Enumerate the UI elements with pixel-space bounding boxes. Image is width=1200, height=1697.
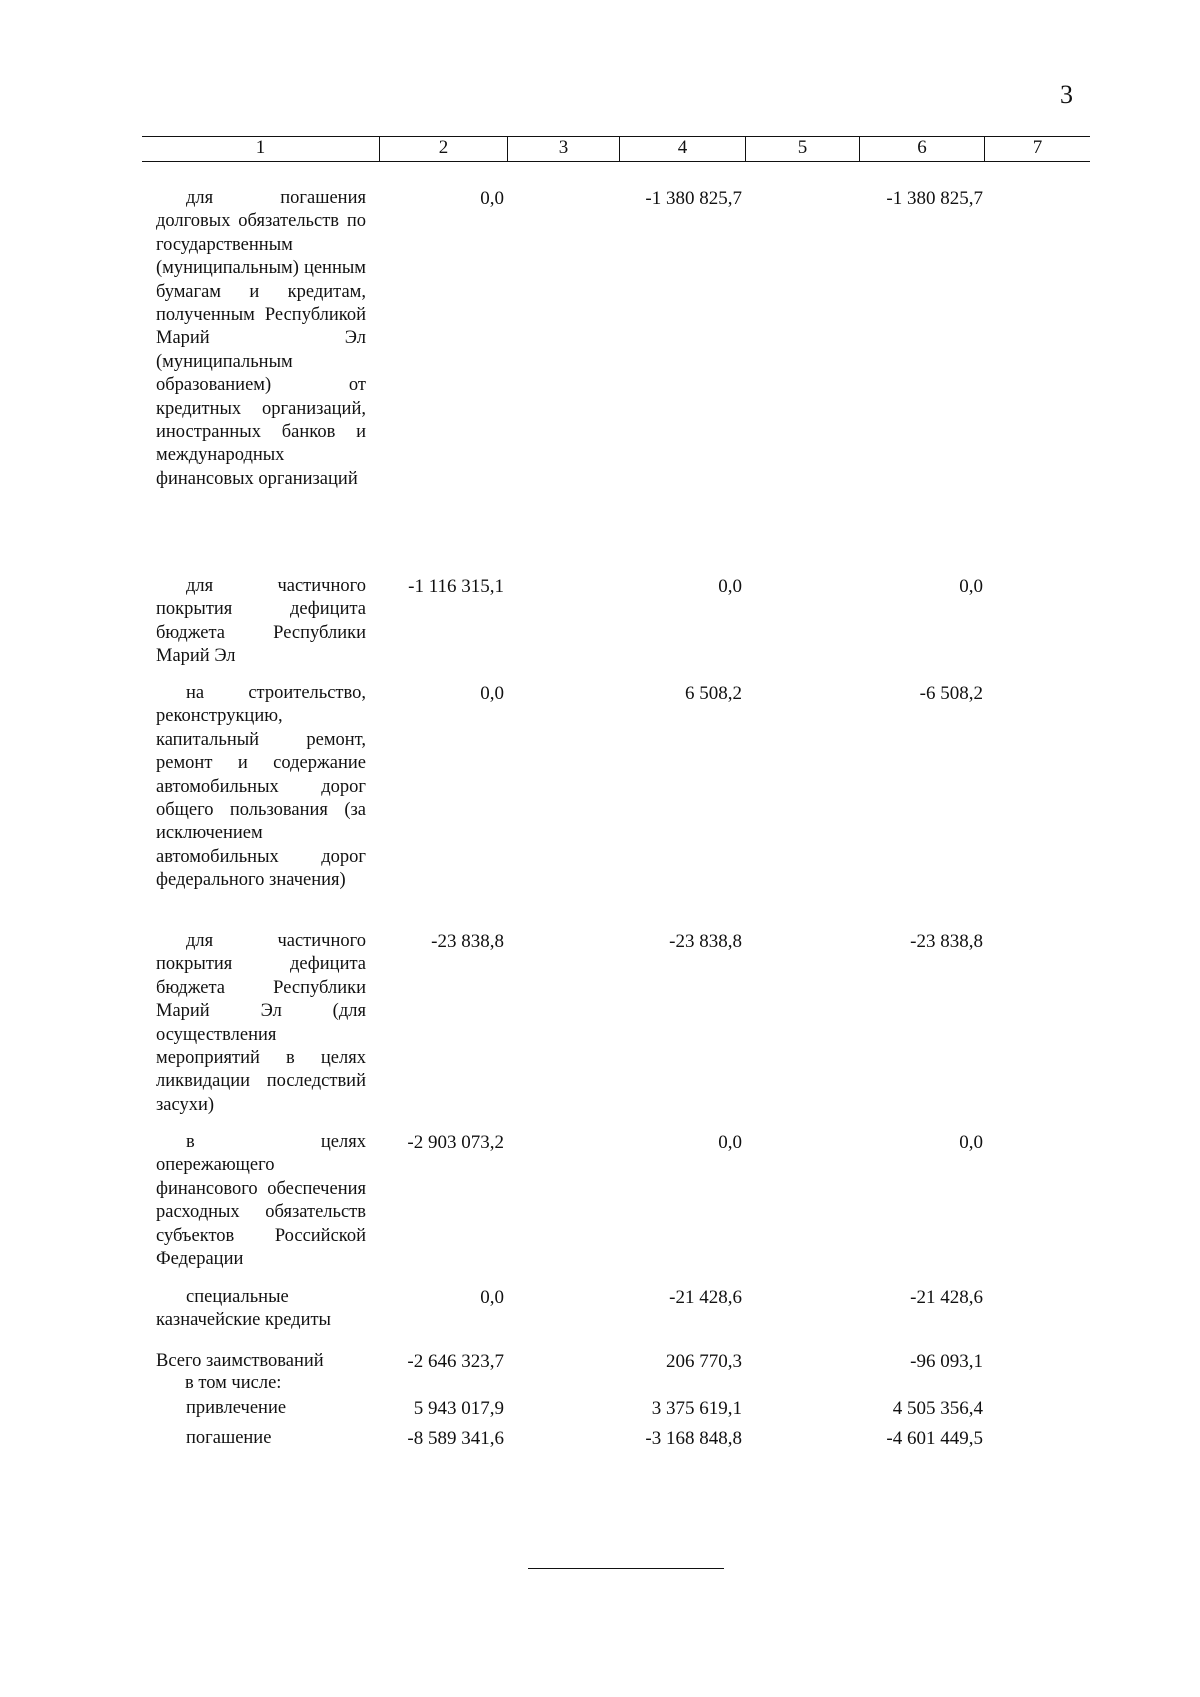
row-value-col6: 0,0: [959, 576, 983, 597]
header-col-7: 7: [1032, 137, 1043, 158]
table-header: [142, 136, 1090, 162]
row-label: специальные казначейские кредиты: [156, 1287, 331, 1331]
header-col-1: 1: [142, 137, 380, 161]
totals-value-col6: -96 093,1: [910, 1351, 983, 1372]
attraction-value-col4: 3 375 619,1: [651, 1398, 742, 1419]
row-value-col6: -1 380 825,7: [886, 188, 983, 209]
row-value-col6: 0,0: [959, 1132, 983, 1153]
row-value-col4: 6 508,2: [685, 683, 742, 704]
header-col-4: 4: [620, 137, 746, 161]
totals-value-col4: 206 770,3: [666, 1351, 742, 1372]
repayment-value-col2: -8 589 341,6: [407, 1428, 504, 1449]
attraction-value-col6: 4 505 356,4: [892, 1398, 983, 1419]
row-value-col4: -23 838,8: [669, 931, 742, 952]
row-label: для частичного покрытия дефицита бюджета Республики Марий Эл: [156, 576, 366, 667]
row-value-col2: -2 903 073,2: [407, 1132, 504, 1153]
including-label: в том числе:: [185, 1373, 282, 1393]
row-value-col4: -21 428,6: [669, 1287, 742, 1308]
row-value-col4: -1 380 825,7: [645, 188, 742, 209]
row-value-col4: 0,0: [718, 1132, 742, 1153]
row-value-col2: 0,0: [480, 188, 504, 209]
header-col-2: 2: [380, 137, 508, 161]
attraction-label: привлечение: [186, 1398, 287, 1418]
attraction-value-col2: 5 943 017,9: [413, 1398, 504, 1419]
row-value-col2: 0,0: [480, 683, 504, 704]
row-value-col2: 0,0: [480, 1287, 504, 1308]
repayment-label: погашение: [186, 1428, 272, 1448]
page-number: 3: [1060, 80, 1073, 109]
row-value-col6: -6 508,2: [919, 683, 983, 704]
row-label: для частичного покрытия дефицита бюджета Республики Марий Эл (для осуществления мероприятий в целях ликвидации последствий засухи): [156, 931, 366, 1115]
row-value-col2: -1 116 315,1: [408, 576, 504, 597]
row-value-col4: 0,0: [718, 576, 742, 597]
footer-divider: [528, 1568, 724, 1569]
repayment-value-col6: -4 601 449,5: [886, 1428, 983, 1449]
row-value-col6: -23 838,8: [910, 931, 983, 952]
row-label: в целях опережающего финансового обеспечения расходных обязательств субъектов Российской Федерации: [156, 1132, 366, 1270]
totals-value-col2: -2 646 323,7: [407, 1351, 504, 1372]
header-col-6: 6: [860, 137, 985, 161]
row-value-col6: -21 428,6: [910, 1287, 983, 1308]
row-value-col2: -23 838,8: [431, 931, 504, 952]
repayment-value-col4: -3 168 848,8: [645, 1428, 742, 1449]
row-label: на строительство, реконструкцию, капитальный ремонт, ремонт и содержание автомобильных дорог общего пользования (за исключением автомобильных дорог федерального значения): [156, 683, 366, 891]
header-col-3: 3: [508, 137, 620, 161]
header-col-5: 5: [746, 137, 860, 161]
totals-label: Всего заимствований: [156, 1351, 324, 1371]
row-label: для погашения долговых обязательств по государственным (муниципальным) ценным бумагам и кредитам, полученным Республикой Марий Эл (муниципальным образованием) от кредитных организаций, иностранных банков и международных финансовых организаций: [156, 188, 366, 489]
